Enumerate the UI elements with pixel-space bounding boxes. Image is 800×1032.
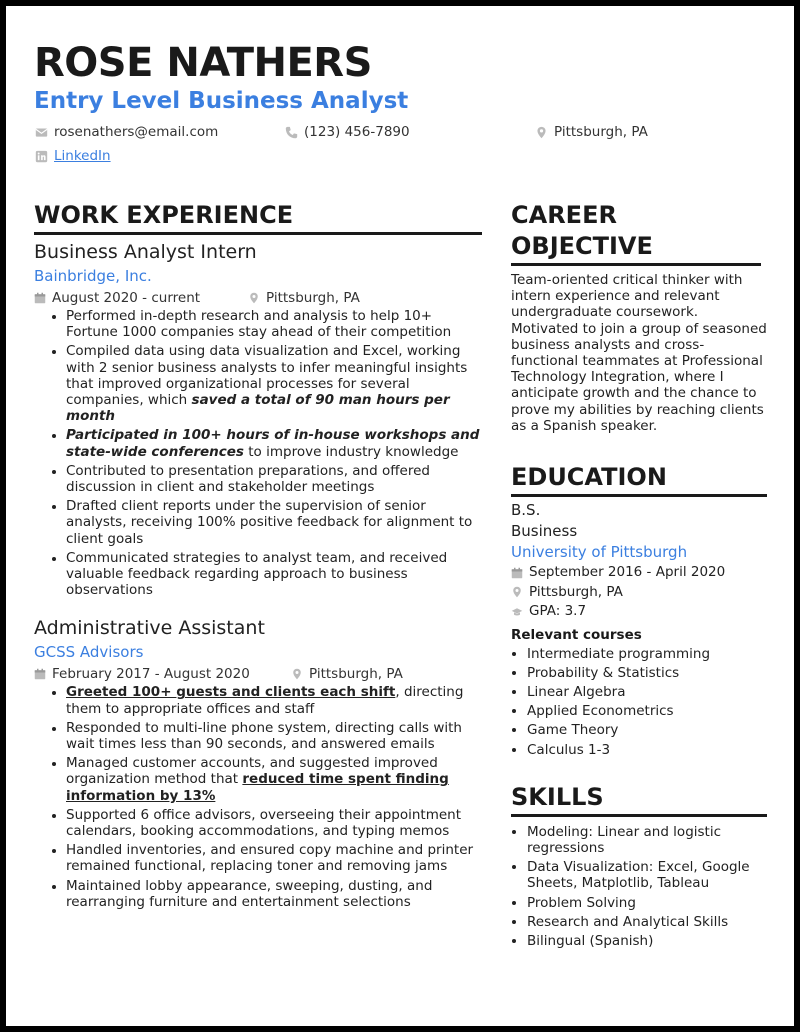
list-item: • Greeted 100+ guests and clients each shift, directing them to appropriate offices and staff xyxy=(66,684,482,716)
education-dates: September 2016 - April 2020 xyxy=(511,563,767,583)
list-item: • Responded to multi-line phone system, directing calls with wait times less than 90 seconds, and answered emails xyxy=(66,720,482,752)
courses-heading: Relevant courses xyxy=(511,626,642,643)
skills-heading: SKILLS xyxy=(511,782,767,817)
calendar-icon xyxy=(34,292,46,304)
list-item: • Contributed to presentation preparations, and offered discussion in client and stakeholder meetings xyxy=(66,463,482,495)
objective-text: Team-oriented critical thinker with intern experience and relevant undergraduate coursework. Motivated to join a group of seasoned business analysts and cross-functional teammates at Professional Technology Integration, where I anticipate growth and the chance to prove my abilities by reaching clients as a Spanish speaker. xyxy=(511,272,767,434)
location-pin-icon xyxy=(535,126,548,139)
candidate-name: ROSE NATHERS xyxy=(34,40,372,86)
skills-list xyxy=(527,824,767,949)
location-text: Pittsburgh, PA xyxy=(554,124,648,140)
career-objective-heading: CAREER OBJECTIVE xyxy=(511,200,761,266)
job-dates: August 2020 - current xyxy=(52,290,201,306)
list-item: • Modeling: Linear and logistic regressions xyxy=(527,824,767,856)
list-item: • Research and Analytical Skills xyxy=(527,914,767,930)
contact-email[interactable] xyxy=(35,124,218,140)
location-pin-icon xyxy=(291,668,303,680)
job-bullets xyxy=(66,684,482,910)
calendar-icon xyxy=(34,668,46,680)
list-item: • Handled inventories, and ensured copy machine and printer remained functional, replacing toner and removing jams xyxy=(66,842,482,874)
job-entry xyxy=(34,240,482,598)
job-location: Pittsburgh, PA xyxy=(309,666,403,683)
list-item: • Performed in-depth research and analysis to help 10+ Fortune 1000 companies stay ahead of their competition xyxy=(66,308,482,340)
company-name: Bainbridge, Inc. xyxy=(34,267,152,285)
list-item: • Game Theory xyxy=(527,722,767,738)
location-pin-icon xyxy=(511,586,523,598)
list-item: • Applied Econometrics xyxy=(527,703,767,719)
contact-phone[interactable] xyxy=(285,124,410,140)
list-item: • Linear Algebra xyxy=(527,684,767,700)
education-gpa: GPA: 3.7 xyxy=(511,602,767,622)
field-of-study: Business xyxy=(511,522,578,541)
education-location: Pittsburgh, PA xyxy=(511,583,767,603)
list-item: • Calculus 1-3 xyxy=(527,742,767,758)
list-item: • Compiled data using data visualization and Excel, working with 2 senior business analysts to infer meaningful insights that improved organizational processes for several companies, which saved a total of 90 man hours per month xyxy=(66,343,482,424)
education-heading: EDUCATION xyxy=(511,462,767,497)
courses-list xyxy=(527,646,767,758)
job-entry xyxy=(34,616,482,910)
linkedin-link[interactable]: LinkedIn xyxy=(54,148,111,164)
degree: B.S. xyxy=(511,501,541,520)
graduation-cap-icon xyxy=(511,606,523,618)
job-meta xyxy=(34,665,482,683)
job-meta xyxy=(34,289,482,307)
job-location: Pittsburgh, PA xyxy=(266,290,360,306)
resume-page xyxy=(6,6,794,1026)
location-pin-icon xyxy=(248,292,260,304)
work-experience-heading: WORK EXPERIENCE xyxy=(34,200,482,235)
right-column xyxy=(511,200,767,952)
candidate-role: Entry Level Business Analyst xyxy=(34,88,409,114)
job-dates: February 2017 - August 2020 xyxy=(52,666,250,683)
job-title: Business Analyst Intern xyxy=(34,241,257,263)
list-item: • Maintained lobby appearance, sweeping, dusting, and rearranging furniture and entertainment selections xyxy=(66,878,482,910)
phone-icon xyxy=(285,126,298,139)
contact-location xyxy=(535,124,648,140)
calendar-icon xyxy=(511,567,523,579)
list-item: • Managed customer accounts, and suggested improved organization method that reduced time spent finding information by 13% xyxy=(66,755,482,804)
school-name: University of Pittsburgh xyxy=(511,543,688,562)
job-bullets xyxy=(66,308,482,598)
list-item: • Supported 6 office advisors, overseeing their appointment calendars, booking accommodations, and typing memos xyxy=(66,807,482,839)
list-item: • Communicated strategies to analyst team, and received valuable feedback regarding approach to business observations xyxy=(66,550,482,599)
email-text: rosenathers@email.com xyxy=(54,124,219,140)
company-name: GCSS Advisors xyxy=(34,643,144,662)
education-entry xyxy=(511,500,767,758)
list-item: • Bilingual (Spanish) xyxy=(527,933,767,949)
envelope-icon xyxy=(35,126,48,139)
left-column xyxy=(34,200,482,913)
list-item: • Data Visualization: Excel, Google Sheets, Matplotlib, Tableau xyxy=(527,859,767,891)
contact-linkedin[interactable] xyxy=(35,148,111,164)
job-title: Administrative Assistant xyxy=(34,617,265,640)
list-item: • Drafted client reports under the supervision of senior analysts, receiving 100% positive feedback for alignment to client goals xyxy=(66,498,482,547)
list-item: • Participated in 100+ hours of in-house workshops and state-wide conferences to improve industry knowledge xyxy=(66,427,482,459)
phone-text: (123) 456-7890 xyxy=(304,124,410,140)
list-item: • Intermediate programming xyxy=(527,646,767,662)
list-item: • Problem Solving xyxy=(527,895,767,911)
linkedin-icon xyxy=(35,150,48,163)
list-item: • Probability & Statistics xyxy=(527,665,767,681)
